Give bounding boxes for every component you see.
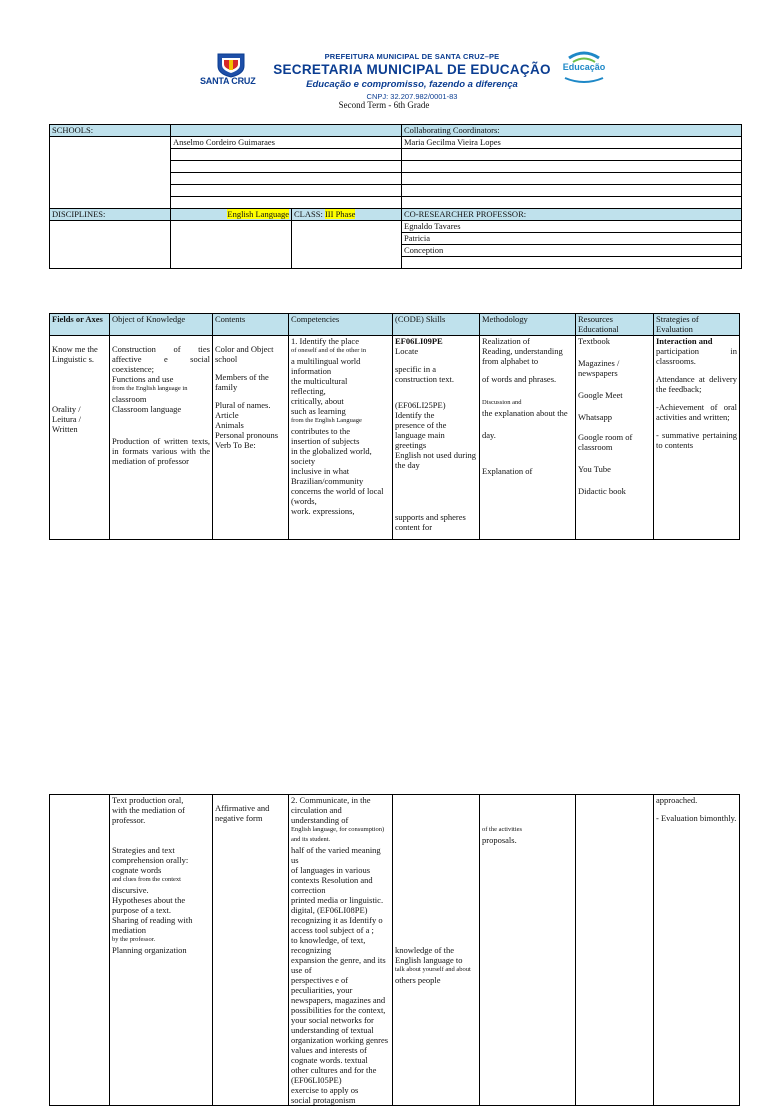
santa-cruz-seal-icon — [214, 52, 248, 78]
coresearcher-label: CO-RESEARCHER PROFESSOR: — [402, 209, 742, 221]
seal-label: SANTA CRUZ — [200, 76, 256, 86]
strategies-cell: Interaction and participation in classrooms. Attendance at delivery the feedback; -Achievement of oral activities and written; - summative pertaining to contents — [654, 336, 740, 540]
header-competencies: Competencies — [289, 314, 393, 336]
secretariat-title: SECRETARIA MUNICIPAL DE EDUCAÇÃO — [273, 62, 551, 77]
info-table — [49, 124, 742, 269]
methodology-cell: Realization of Reading, understanding from alphabet to of words and phrases. Discussion and the explanation about the day. Explanation of — [480, 336, 576, 540]
municipality-title: PREFEITURA MUNICIPAL DE SANTA CRUZ–PE — [324, 52, 500, 61]
object-cell: Construction of ties affective e social coexistence; Functions and use from the English language in classroom Classroom language Production of written texts, in formats various with the mediation of professor — [110, 336, 213, 540]
plan-table-continued — [49, 794, 740, 1106]
disciplines-label: DISCIPLINES: — [50, 209, 171, 221]
header-resources: Resources Educational — [576, 314, 654, 336]
strategies-cell: approached. - Evaluation bimonthly. — [654, 795, 740, 1106]
plan-table — [49, 313, 740, 540]
header-banner — [200, 50, 608, 101]
fields-cell: Know me the Linguistic s. Orality / Leitura / Written — [50, 336, 110, 540]
coordinator-name: Maria Gecilma Vieira Lopes — [402, 137, 742, 149]
term-title: Second Term - 6th Grade — [338, 100, 430, 110]
schools-label: SCHOOLS: — [50, 125, 171, 137]
coordinators-label: Collaborating Coordinators: — [402, 125, 742, 137]
contents-cell: Affirmative and negative form — [213, 795, 289, 1106]
contents-cell: Color and Object school Members of the family Plural of names. Article Animals Personal pronouns Verb To Be: — [213, 336, 289, 540]
professor-name: Egnaldo Tavares — [402, 221, 742, 233]
header-strategies: Strategies of Evaluation — [654, 314, 740, 336]
banner-title-block — [272, 52, 552, 101]
education-logo — [555, 50, 615, 90]
class-value: III Phase — [324, 209, 356, 219]
cnpj: CNPJ: 32.207.982/0001-83 — [366, 91, 458, 101]
methodology-cell: of the activities proposals. — [480, 795, 576, 1106]
class-label: CLASS: — [294, 209, 325, 219]
school-name: Anselmo Cordeiro Guimaraes — [171, 137, 402, 149]
education-logo-text: Educação — [562, 62, 606, 72]
resources-cell: Textbook Magazines / newspapers Google Meet Whatsapp Google room of classroom You Tube Didactic book — [576, 336, 654, 540]
header-code: (CODE) Skills — [393, 314, 480, 336]
header-contents: Contents — [213, 314, 289, 336]
discipline-value: English Language — [227, 209, 289, 219]
professor-name: Conception — [402, 245, 742, 257]
header-methodology: Methodology — [480, 314, 576, 336]
professor-name: Patricia — [402, 233, 742, 245]
header-object: Object of Knowledge — [110, 314, 213, 336]
code-cell: EF06LI09PE Locate specific in a construction text. (EF06LI25PE) Identify the presence of the language main greetings English not used during the day supports and spheres content for — [393, 336, 480, 540]
competencies-cell: 2. Communicate, in the circulation and understanding of English language, for consumption) and its student. half of the varied meaning us of languages in various contexts Resolution and correction printed media or linguistic. digital, (EF06LI08PE) recognizing it as Identify o access tool subject of a ; to knowledge, of text, recognizing expansion the genre, and its use of perspectives e of peculiarities, your newspapers, magazines and possibilities for the context, your social networks for understanding of textual organization working genres values and interests of cognate words. textual other cultures and for the (EF06LI05PE) exercise to apply os social protagonism — [289, 795, 393, 1106]
slogan: Educação e compromisso, fazendo a diferença — [306, 79, 518, 91]
code-cell: knowledge of the English language to talk about yourself and about others people — [393, 795, 480, 1106]
header-fields: Fields or Axes — [50, 314, 110, 336]
object-cell: Text production oral, with the mediation of professor. Strategies and text comprehension orally: cognate words and clues from the context discursive. Hypotheses about the purpose of a text. Sharing of reading with mediation by the professor. Planning organization — [110, 795, 213, 1106]
competencies-cell: 1. Identify the place of oneself and of the other in a multilingual world information the multicultural reflecting, critically, about such as learning from the English Language contributes to the insertion of subjects in the globalized world, society inclusive in what Brazilian/community concerns the world of local (words, work. expressions, — [289, 336, 393, 540]
